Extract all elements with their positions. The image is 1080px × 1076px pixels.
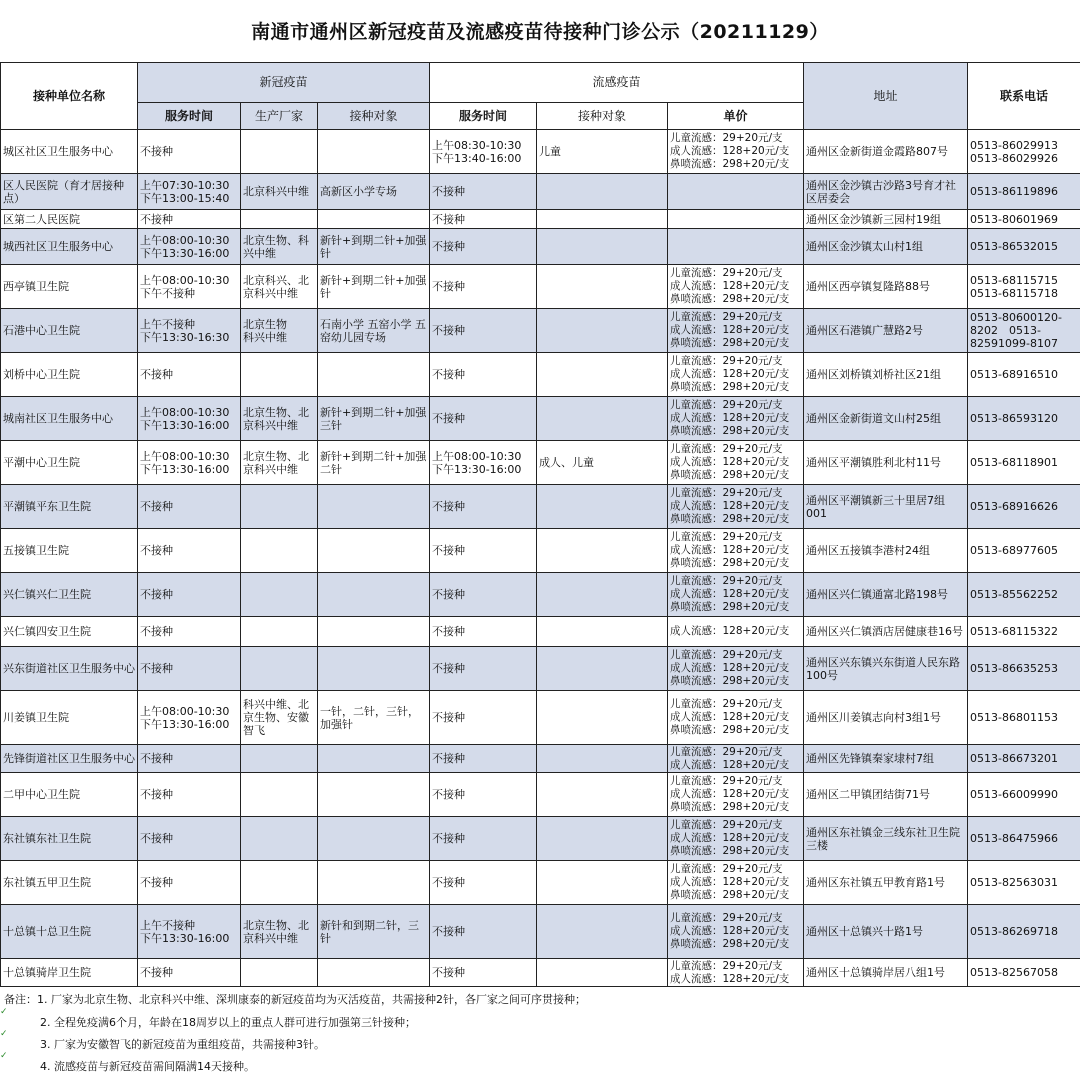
covid-maker-cell	[241, 130, 318, 174]
covid-time-cell: 不接种	[138, 485, 241, 529]
covid-maker-cell	[241, 959, 318, 987]
covid-maker-cell	[241, 817, 318, 861]
covid-target-cell: 新针和到期二针，三针	[318, 905, 430, 959]
flu-time-cell: 不接种	[430, 905, 537, 959]
covid-target-cell	[318, 745, 430, 773]
address-cell: 通州区金新街道金霞路807号	[804, 130, 968, 174]
header-flu-price: 单价	[668, 103, 804, 130]
flu-price-cell: 成人流感：128+20元/支	[668, 617, 804, 647]
covid-target-cell	[318, 210, 430, 229]
unit-name-cell: 兴仁镇兴仁卫生院	[1, 573, 138, 617]
note-1: 备注：1. 厂家为北京生物、北京科兴中维、深圳康泰的新冠疫苗均为灭活疫苗，共需接种2针，各厂家之间可序贯接种；	[4, 993, 586, 1006]
phone-cell: 0513-82567058	[968, 959, 1080, 987]
covid-maker-cell	[241, 745, 318, 773]
flu-time-cell: 不接种	[430, 229, 537, 265]
unit-name-cell: 刘桥中心卫生院	[1, 353, 138, 397]
covid-target-cell	[318, 773, 430, 817]
table-row	[1, 745, 1080, 773]
flu-target-cell	[537, 647, 668, 691]
address-cell: 通州区金沙镇古沙路3号育才社区居委会	[804, 174, 968, 210]
flu-target-cell	[537, 573, 668, 617]
header-covid-target: 接种对象	[318, 103, 430, 130]
covid-target-cell	[318, 130, 430, 174]
header-covid-maker: 生产厂家	[241, 103, 318, 130]
unit-name-cell: 平潮镇平东卫生院	[1, 485, 138, 529]
covid-time-cell: 上午08:00-10:30 下午13:30-16:00	[138, 229, 241, 265]
covid-time-cell: 不接种	[138, 861, 241, 905]
flu-target-cell	[537, 309, 668, 353]
phone-cell: 0513-68916626	[968, 485, 1080, 529]
covid-target-cell: 一针，二针，三针，加强针	[318, 691, 430, 745]
phone-cell: 0513-86029913 0513-86029926	[968, 130, 1080, 174]
phone-cell: 0513-86673201	[968, 745, 1080, 773]
unit-name-cell: 平潮中心卫生院	[1, 441, 138, 485]
table-row	[1, 210, 1080, 229]
header-address: 地址	[804, 63, 968, 130]
flu-price-cell: 儿童流感：29+20元/支 成人流感：128+20元/支 鼻喷流感：298+20元/支	[668, 773, 804, 817]
flu-time-cell: 不接种	[430, 745, 537, 773]
flu-target-cell	[537, 210, 668, 229]
flu-target-cell	[537, 529, 668, 573]
covid-time-cell: 不接种	[138, 773, 241, 817]
flu-target-cell	[537, 485, 668, 529]
flu-time-cell: 上午08:30-10:30 下午13:40-16:00	[430, 130, 537, 174]
table-row	[1, 817, 1080, 861]
flu-time-cell: 不接种	[430, 353, 537, 397]
header-flu-group: 流感疫苗	[430, 63, 804, 103]
flu-time-cell: 不接种	[430, 773, 537, 817]
covid-maker-cell: 北京生物、北京科兴中维	[241, 905, 318, 959]
table-row	[1, 617, 1080, 647]
phone-cell: 0513-68115715 0513-68115718	[968, 265, 1080, 309]
flu-price-cell: 儿童流感：29+20元/支 成人流感：128+20元/支 鼻喷流感：298+20元/支	[668, 397, 804, 441]
phone-cell: 0513-86635253	[968, 647, 1080, 691]
flu-price-cell: 儿童流感：29+20元/支 成人流感：128+20元/支 鼻喷流感：298+20元/支	[668, 130, 804, 174]
address-cell: 通州区十总镇骑岸居八组1号	[804, 959, 968, 987]
covid-maker-cell: 科兴中维、北京生物、安徽智飞	[241, 691, 318, 745]
flu-price-cell: 儿童流感：29+20元/支 成人流感：128+20元/支 鼻喷流感：298+20元/支	[668, 265, 804, 309]
table-row	[1, 265, 1080, 309]
flu-price-cell	[668, 210, 804, 229]
flu-price-cell: 儿童流感：29+20元/支 成人流感：128+20元/支 鼻喷流感：298+20元/支	[668, 309, 804, 353]
header-covid-time: 服务时间	[138, 103, 241, 130]
flu-target-cell	[537, 691, 668, 745]
flu-time-cell: 不接种	[430, 647, 537, 691]
flu-time-cell: 不接种	[430, 485, 537, 529]
flu-target-cell	[537, 959, 668, 987]
phone-cell: 0513-85562252	[968, 573, 1080, 617]
flu-price-cell: 儿童流感：29+20元/支 成人流感：128+20元/支	[668, 745, 804, 773]
address-cell: 通州区平潮镇胜利北村11号	[804, 441, 968, 485]
address-cell: 通州区东社镇金三线东社卫生院三楼	[804, 817, 968, 861]
header-phone: 联系电话	[968, 63, 1080, 130]
flu-target-cell	[537, 265, 668, 309]
flu-target-cell	[537, 817, 668, 861]
unit-name-cell: 兴仁镇四安卫生院	[1, 617, 138, 647]
flu-target-cell	[537, 905, 668, 959]
unit-name-cell: 城区社区卫生服务中心	[1, 130, 138, 174]
address-cell: 通州区东社镇五甲教育路1号	[804, 861, 968, 905]
covid-target-cell	[318, 959, 430, 987]
table-row	[1, 647, 1080, 691]
unit-name-cell: 区人民医院（育才居接种点）	[1, 174, 138, 210]
flu-price-cell: 儿童流感：29+20元/支 成人流感：128+20元/支 鼻喷流感：298+20元/支	[668, 441, 804, 485]
unit-name-cell: 兴东街道社区卫生服务中心	[1, 647, 138, 691]
phone-cell: 0513-66009990	[968, 773, 1080, 817]
header-flu-time: 服务时间	[430, 103, 537, 130]
covid-maker-cell	[241, 210, 318, 229]
flu-target-cell	[537, 773, 668, 817]
unit-name-cell: 十总镇骑岸卫生院	[1, 959, 138, 987]
flu-time-cell: 不接种	[430, 529, 537, 573]
flu-price-cell: 儿童流感：29+20元/支 成人流感：128+20元/支 鼻喷流感：298+20元/支	[668, 691, 804, 745]
address-cell: 通州区十总镇兴十路1号	[804, 905, 968, 959]
address-cell: 通州区二甲镇团结街71号	[804, 773, 968, 817]
covid-maker-cell: 北京科兴中维	[241, 174, 318, 210]
flu-time-cell: 不接种	[430, 397, 537, 441]
covid-maker-cell: 北京生物、北京科兴中维	[241, 397, 318, 441]
header-unit: 接种单位名称	[1, 63, 138, 130]
covid-target-cell	[318, 573, 430, 617]
flu-price-cell: 儿童流感：29+20元/支 成人流感：128+20元/支 鼻喷流感：298+20元/支	[668, 817, 804, 861]
unit-name-cell: 东社镇五甲卫生院	[1, 861, 138, 905]
note-3: 3. 厂家为安徽智飞的新冠疫苗为重组疫苗，共需接种3针。	[40, 1038, 325, 1051]
address-cell: 通州区兴东镇兴东街道人民东路100号	[804, 647, 968, 691]
covid-time-cell: 上午08:00-10:30 下午不接种	[138, 265, 241, 309]
covid-target-cell	[318, 647, 430, 691]
vaccination-table	[0, 62, 1080, 987]
covid-target-cell: 高新区小学专场	[318, 174, 430, 210]
flu-time-cell: 不接种	[430, 691, 537, 745]
phone-cell: 0513-86475966	[968, 817, 1080, 861]
phone-cell: 0513-68118901	[968, 441, 1080, 485]
covid-time-cell: 上午08:00-10:30 下午13:30-16:00	[138, 441, 241, 485]
flu-time-cell: 不接种	[430, 861, 537, 905]
flu-time-cell: 不接种	[430, 265, 537, 309]
check-icon: ✓	[0, 1029, 8, 1039]
flu-price-cell	[668, 174, 804, 210]
covid-maker-cell	[241, 353, 318, 397]
note-2: 2. 全程免疫满6个月，年龄在18周岁以上的重点人群可进行加强第三针接种；	[40, 1016, 416, 1029]
flu-price-cell: 儿童流感：29+20元/支 成人流感：128+20元/支 鼻喷流感：298+20元/支	[668, 905, 804, 959]
phone-cell: 0513-68916510	[968, 353, 1080, 397]
covid-maker-cell	[241, 861, 318, 905]
table-row	[1, 959, 1080, 987]
covid-time-cell: 上午07:30-10:30 下午13:00-15:40	[138, 174, 241, 210]
phone-cell: 0513-82563031	[968, 861, 1080, 905]
flu-target-cell	[537, 617, 668, 647]
address-cell: 通州区五接镇李港村24组	[804, 529, 968, 573]
address-cell: 通州区平潮镇新三十里居7组001	[804, 485, 968, 529]
table-row	[1, 773, 1080, 817]
covid-target-cell	[318, 353, 430, 397]
flu-price-cell: 儿童流感：29+20元/支 成人流感：128+20元/支 鼻喷流感：298+20元/支	[668, 573, 804, 617]
flu-price-cell: 儿童流感：29+20元/支 成人流感：128+20元/支 鼻喷流感：298+20元/支	[668, 529, 804, 573]
address-cell: 通州区兴仁镇酒店居健康巷16号	[804, 617, 968, 647]
covid-time-cell: 不接种	[138, 130, 241, 174]
covid-time-cell: 不接种	[138, 353, 241, 397]
flu-time-cell: 不接种	[430, 210, 537, 229]
covid-target-cell: 新针+到期二针+加强三针	[318, 397, 430, 441]
flu-time-cell: 不接种	[430, 309, 537, 353]
table-row	[1, 353, 1080, 397]
covid-maker-cell	[241, 617, 318, 647]
table-row	[1, 573, 1080, 617]
unit-name-cell: 先锋街道社区卫生服务中心	[1, 745, 138, 773]
covid-maker-cell	[241, 485, 318, 529]
flu-time-cell: 不接种	[430, 817, 537, 861]
covid-target-cell	[318, 485, 430, 529]
flu-price-cell: 儿童流感：29+20元/支 成人流感：128+20元/支 鼻喷流感：298+20元/支	[668, 647, 804, 691]
unit-name-cell: 东社镇东社卫生院	[1, 817, 138, 861]
covid-maker-cell	[241, 529, 318, 573]
unit-name-cell: 城南社区卫生服务中心	[1, 397, 138, 441]
flu-price-cell: 儿童流感：29+20元/支 成人流感：128+20元/支 鼻喷流感：298+20元/支	[668, 353, 804, 397]
check-icon: ✓	[0, 1007, 8, 1017]
table-row	[1, 397, 1080, 441]
table-row	[1, 485, 1080, 529]
note-4: 4. 流感疫苗与新冠疫苗需间隔满14天接种。	[40, 1060, 255, 1073]
unit-name-cell: 石港中心卫生院	[1, 309, 138, 353]
phone-cell: 0513-86269718	[968, 905, 1080, 959]
phone-cell: 0513-86532015	[968, 229, 1080, 265]
covid-time-cell: 不接种	[138, 529, 241, 573]
phone-cell: 0513-86119896	[968, 174, 1080, 210]
covid-maker-cell	[241, 573, 318, 617]
flu-price-cell: 儿童流感：29+20元/支 成人流感：128+20元/支 鼻喷流感：298+20元/支	[668, 485, 804, 529]
phone-cell: 0513-86593120	[968, 397, 1080, 441]
phone-cell: 0513-68977605	[968, 529, 1080, 573]
covid-time-cell: 上午08:00-10:30 下午13:30-16:00	[138, 397, 241, 441]
covid-time-cell: 上午08:00-10:30 下午13:30-16:00	[138, 691, 241, 745]
address-cell: 通州区金新街道文山村25组	[804, 397, 968, 441]
phone-cell: 0513-86801153	[968, 691, 1080, 745]
covid-target-cell	[318, 817, 430, 861]
covid-target-cell: 新针+到期二针+加强二针	[318, 441, 430, 485]
flu-price-cell: 儿童流感：29+20元/支 成人流感：128+20元/支	[668, 959, 804, 987]
header-flu-target: 接种对象	[537, 103, 668, 130]
covid-time-cell: 上午不接种 下午13:30-16:30	[138, 309, 241, 353]
table-row	[1, 229, 1080, 265]
address-cell: 通州区刘桥镇刘桥社区21组	[804, 353, 968, 397]
address-cell: 通州区先锋镇秦家埭村7组	[804, 745, 968, 773]
flu-price-cell	[668, 229, 804, 265]
unit-name-cell: 西亭镇卫生院	[1, 265, 138, 309]
address-cell: 通州区石港镇广慧路2号	[804, 309, 968, 353]
covid-target-cell	[318, 861, 430, 905]
check-icon: ✓	[0, 1051, 8, 1061]
flu-target-cell	[537, 229, 668, 265]
table-row	[1, 174, 1080, 210]
covid-target-cell	[318, 617, 430, 647]
flu-target-cell	[537, 745, 668, 773]
header-covid-group: 新冠疫苗	[138, 63, 430, 103]
covid-time-cell: 不接种	[138, 745, 241, 773]
covid-maker-cell: 北京科兴、北京科兴中维	[241, 265, 318, 309]
unit-name-cell: 五接镇卫生院	[1, 529, 138, 573]
table-row	[1, 309, 1080, 353]
address-cell: 通州区金沙镇新三园村19组	[804, 210, 968, 229]
page-title: 南通市通州区新冠疫苗及流感疫苗待接种门诊公示（20211129）	[251, 21, 829, 43]
flu-target-cell	[537, 397, 668, 441]
table-row	[1, 691, 1080, 745]
phone-cell: 0513-80601969	[968, 210, 1080, 229]
flu-time-cell: 不接种	[430, 959, 537, 987]
covid-time-cell: 不接种	[138, 617, 241, 647]
covid-time-cell: 不接种	[138, 647, 241, 691]
covid-target-cell	[318, 529, 430, 573]
table-row	[1, 529, 1080, 573]
table-row	[1, 441, 1080, 485]
covid-time-cell: 不接种	[138, 959, 241, 987]
covid-maker-cell	[241, 773, 318, 817]
covid-time-cell: 不接种	[138, 573, 241, 617]
unit-name-cell: 川姜镇卫生院	[1, 691, 138, 745]
table-row	[1, 861, 1080, 905]
address-cell: 通州区金沙镇太山村1组	[804, 229, 968, 265]
address-cell: 通州区兴仁镇通富北路198号	[804, 573, 968, 617]
flu-target-cell: 成人、儿童	[537, 441, 668, 485]
flu-target-cell	[537, 174, 668, 210]
unit-name-cell: 区第二人民医院	[1, 210, 138, 229]
covid-maker-cell: 北京生物 科兴中维	[241, 309, 318, 353]
covid-time-cell: 上午不接种 下午13:30-16:00	[138, 905, 241, 959]
address-cell: 通州区川姜镇志向村3组1号	[804, 691, 968, 745]
flu-target-cell	[537, 861, 668, 905]
covid-maker-cell	[241, 647, 318, 691]
unit-name-cell: 十总镇十总卫生院	[1, 905, 138, 959]
table-row	[1, 130, 1080, 174]
covid-time-cell: 不接种	[138, 817, 241, 861]
covid-target-cell: 新针+到期二针+加强针	[318, 229, 430, 265]
address-cell: 通州区西亭镇复隆路88号	[804, 265, 968, 309]
covid-time-cell: 不接种	[138, 210, 241, 229]
phone-cell: 0513-68115322	[968, 617, 1080, 647]
phone-cell: 0513-80600120-8202 0513-82591099-8107	[968, 309, 1080, 353]
flu-time-cell: 上午08:00-10:30 下午13:30-16:00	[430, 441, 537, 485]
covid-maker-cell: 北京生物、北京科兴中维	[241, 441, 318, 485]
covid-target-cell: 石南小学 五窑小学 五窑幼儿园专场	[318, 309, 430, 353]
flu-time-cell: 不接种	[430, 617, 537, 647]
flu-target-cell: 儿童	[537, 130, 668, 174]
unit-name-cell: 二甲中心卫生院	[1, 773, 138, 817]
flu-time-cell: 不接种	[430, 174, 537, 210]
covid-maker-cell: 北京生物、科兴中维	[241, 229, 318, 265]
table-row	[1, 905, 1080, 959]
flu-time-cell: 不接种	[430, 573, 537, 617]
flu-target-cell	[537, 353, 668, 397]
covid-target-cell: 新针+到期二针+加强针	[318, 265, 430, 309]
unit-name-cell: 城西社区卫生服务中心	[1, 229, 138, 265]
flu-price-cell: 儿童流感：29+20元/支 成人流感：128+20元/支 鼻喷流感：298+20元/支	[668, 861, 804, 905]
